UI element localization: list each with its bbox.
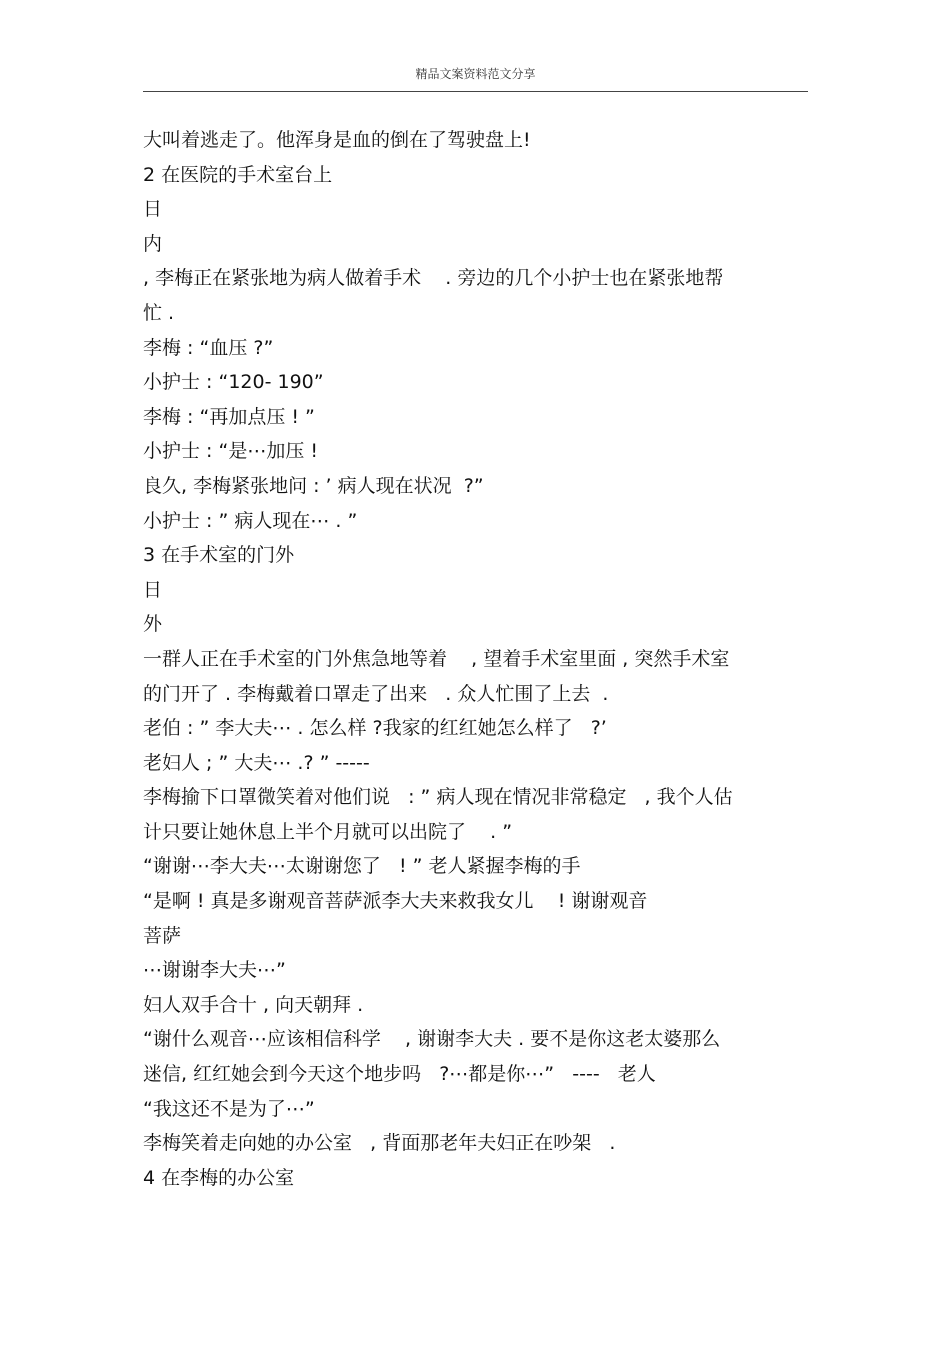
text-line: 李梅笑着走向她的办公室 , 背面那老年夫妇正在吵架 . [143, 1132, 616, 1155]
dialogue-line: “我这还不是为了⋯” [143, 1097, 315, 1120]
scene-location-type: 外 [143, 613, 163, 636]
dialogue-line: 老妇人 ; ” 大夫⋯ .? ” ----- [143, 751, 370, 774]
scene-location-type: 内 [143, 232, 163, 255]
scene-heading: 4 在李梅的办公室 [143, 1166, 295, 1189]
scene-heading: 3 在手术室的门外 [143, 544, 295, 567]
text-line: 一群人正在手术室的门外焦急地等着 , 望着手术室里面 , 突然手术室 [143, 647, 730, 670]
dialogue-line: 小护士 : “是⋯加压 ! [143, 440, 318, 463]
dialogue-line: 小护士 : “120- 190” [143, 371, 324, 394]
text-line: 的门开了 . 李梅戴着口罩走了出来 . 众人忙围了上去 . [143, 682, 609, 705]
text-line: 计只要让她休息上半个月就可以出院了 . ” [143, 820, 513, 843]
text-line: 大叫着逃走了。他浑身是血的倒在了驾驶盘上! [143, 129, 531, 151]
dialogue-line: “是啊 ! 真是多谢观音菩萨派李大夫来救我女儿 ! 谢谢观音 [143, 890, 648, 913]
dialogue-line: 小护士 : ” 病人现在⋯ . ” [143, 509, 358, 532]
text-line: 忙 . [143, 301, 175, 324]
dialogue-line: “谢谢⋯李大夫⋯太谢谢您了 ! ” 老人紧握李梅的手 [143, 855, 581, 878]
document-body [143, 123, 808, 1195]
text-line: 李梅揄下口罩微笑着对他们说 : ” 病人现在情况非常稳定 , 我个人估 [143, 786, 733, 809]
dialogue-line: 李梅 : “再加点压 ! ” [143, 405, 315, 428]
dialogue-line: “谢什么观音⋯应该相信科学 , 谢谢李大夫 . 要不是你这老太婆那么 [143, 1028, 721, 1051]
dialogue-line: 良久, 李梅紧张地问 : ’ 病人现在状况 ?” [143, 474, 484, 497]
scene-time: 日 [143, 578, 163, 601]
header-divider [143, 91, 808, 92]
text-line: , 李梅正在紧张地为病人做着手术 . 旁边的几个小护士也在紧张地帮 [143, 267, 724, 290]
scene-time: 日 [143, 198, 163, 221]
dialogue-line: 菩萨 [143, 924, 182, 947]
text-line: 妇人双手合十 , 向天朝拜 . [143, 993, 364, 1016]
dialogue-line: 李梅 : “血压 ?” [143, 336, 274, 359]
page-header: 精品文案资料范文分享 [415, 67, 536, 81]
scene-heading: 2 在医院的手术室台上 [143, 163, 333, 186]
dialogue-line: ⋯谢谢李大夫⋯” [143, 959, 286, 982]
dialogue-line: 老伯 : ” 李大夫⋯ . 怎么样 ?我家的红红她怎么样了 ?’ [143, 717, 607, 740]
dialogue-line: 迷信, 红红她会到今天这个地步吗 ?⋯都是你⋯” ---- 老人 [143, 1063, 656, 1086]
